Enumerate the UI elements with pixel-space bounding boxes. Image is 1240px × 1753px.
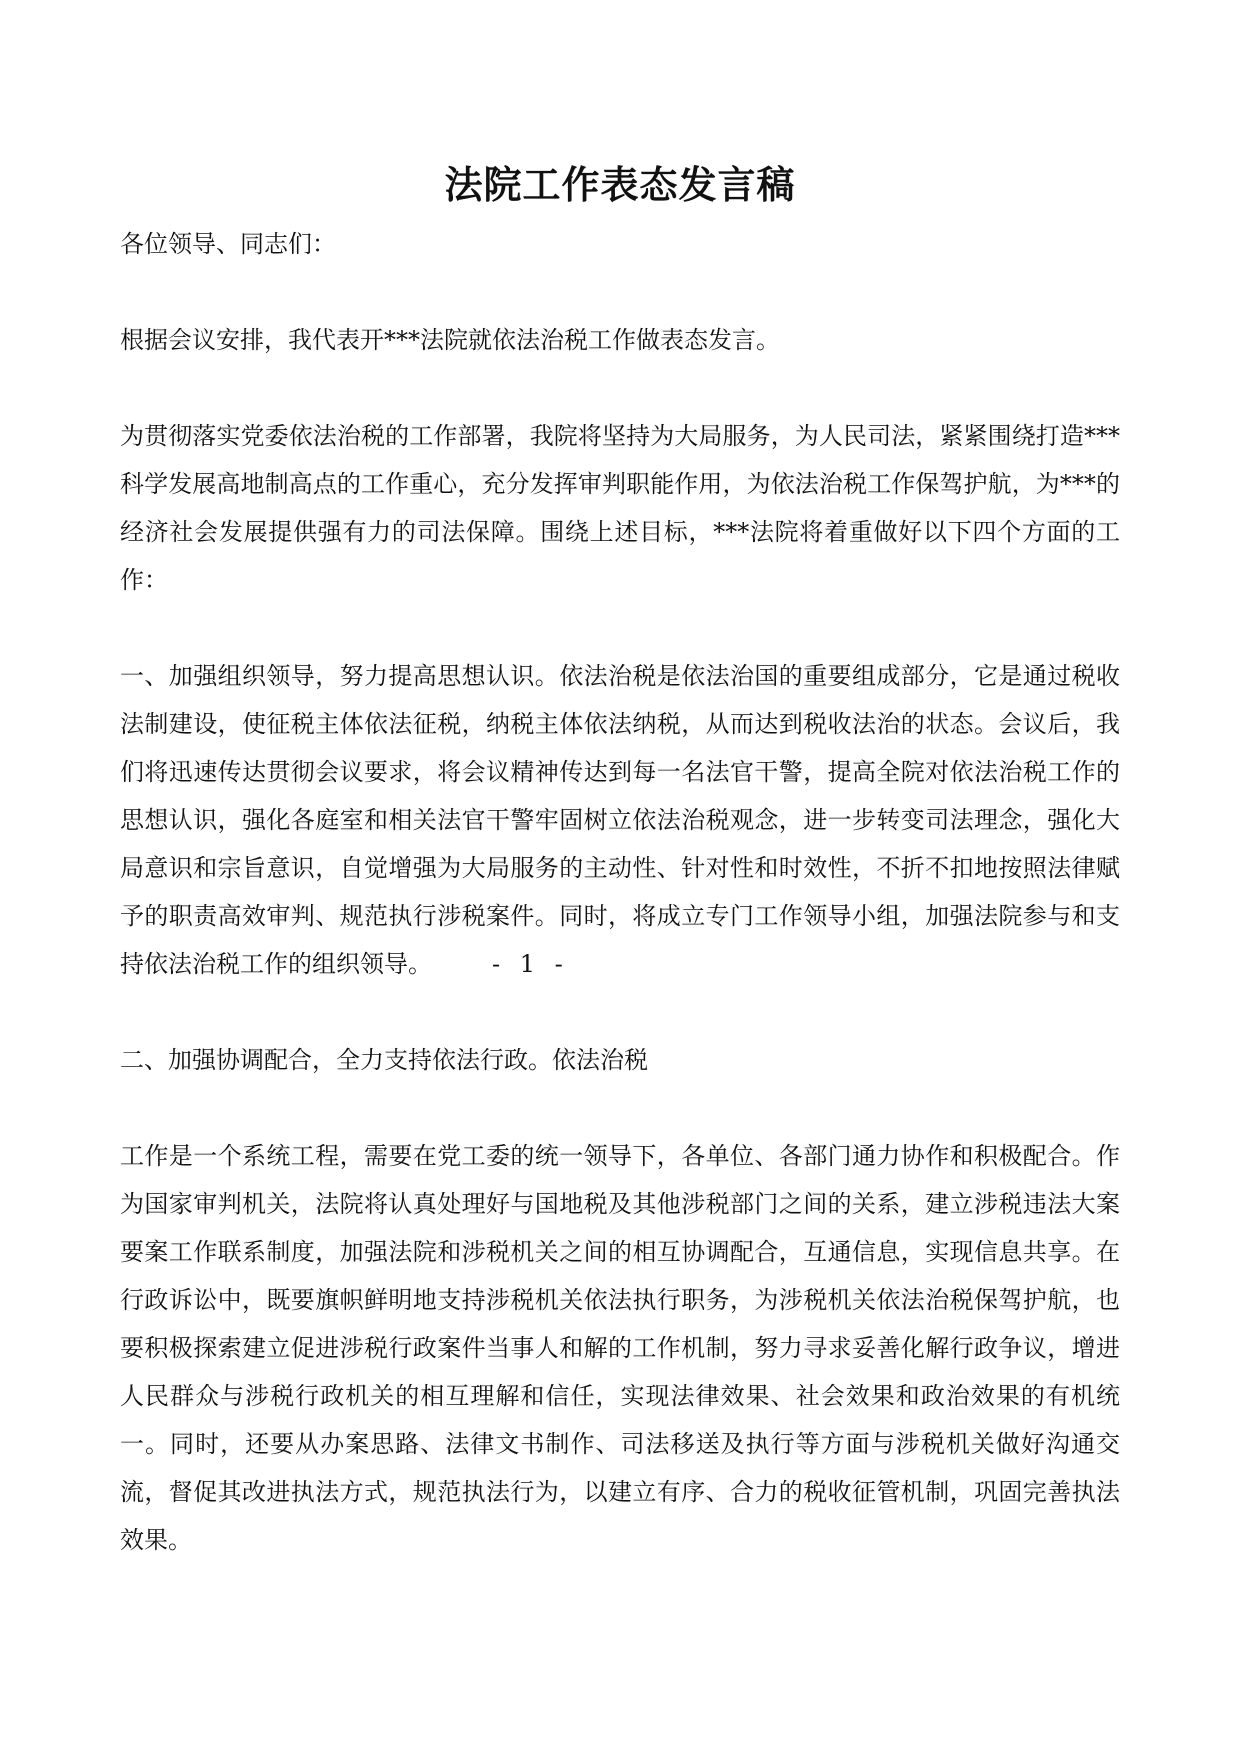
paragraph-section-two-body: 工作是一个系统工程，需要在党工委的统一领导下，各单位、各部门通力协作和积极配合。作为国家审判机关，法院将认真处理好与国地税及其他涉税部门之间的关系，建立涉税违法大案要案工作联系制度，加强法院和涉税机关之间的相互协调配合，互通信息，实现信息共享。在行政诉讼中，既要旗帜鲜明地支持涉税机关依法执行职务，为涉税机关依法治税保驾护航，也要积极探索建立促进涉税行政案件当事人和解的工作机制，努力寻求妥善化解行政争议，增进人民群众与涉税行政机关的相互理解和信任，实现法律效果、社会效果和政治效果的有机统一。同时，还要从办案思路、法律文书制作、司法移送及执行等方面与涉税机关做好沟通交流，督促其改进执法方式，规范执法行为，以建立有序、合力的税收征管机制，巩固完善执法效果。: [120, 1142, 1120, 1554]
paragraph-intro: 根据会议安排，我代表开***法院就依法治税工作做表态发言。: [120, 326, 780, 354]
paragraph-section-two-heading: 二、加强协调配合，全力支持依法行政。依法治税: [120, 1046, 648, 1074]
paragraph-goal: 为贯彻落实党委依法治税的工作部署，我院将坚持为大局服务，为人民司法，紧紧围绕打造***科学发展高地制高点的工作重心，充分发挥审判职能作用，为依法治税工作保驾护航，为***的经济社会发展提供强有力的司法保障。围绕上述目标，***法院将着重做好以下四个方面的工作：: [120, 422, 1120, 594]
paragraph-section-one-text: 一、加强组织领导，努力提高思想认识。依法治税是依法治国的重要组成部分，它是通过税收法制建设，使征税主体依法征税，纳税主体依法纳税，从而达到税收法治的状态。会议后，我们将迅速传达贯彻会议要求，将会议精神传达到每一名法官干警，提高全院对依法治税工作的思想认识，强化各庭室和相关法官干警牢固树立依法治税观念，进一步转变司法理念，强化大局意识和宗旨意识，自觉增强为大局服务的主动性、针对性和时效性，不折不扣地按照法律赋予的职责高效审判、规范执行涉税案件。同时，将成立专门工作领导小组，加强法院参与和支持依法治税工作的组织领导。: [120, 662, 1120, 978]
page-number: - 1 -: [492, 950, 569, 978]
salutation: 各位领导、同志们：: [120, 230, 336, 258]
paragraph-section-one: [120, 652, 1120, 988]
document-title: 法院工作表态发言稿: [444, 162, 796, 207]
